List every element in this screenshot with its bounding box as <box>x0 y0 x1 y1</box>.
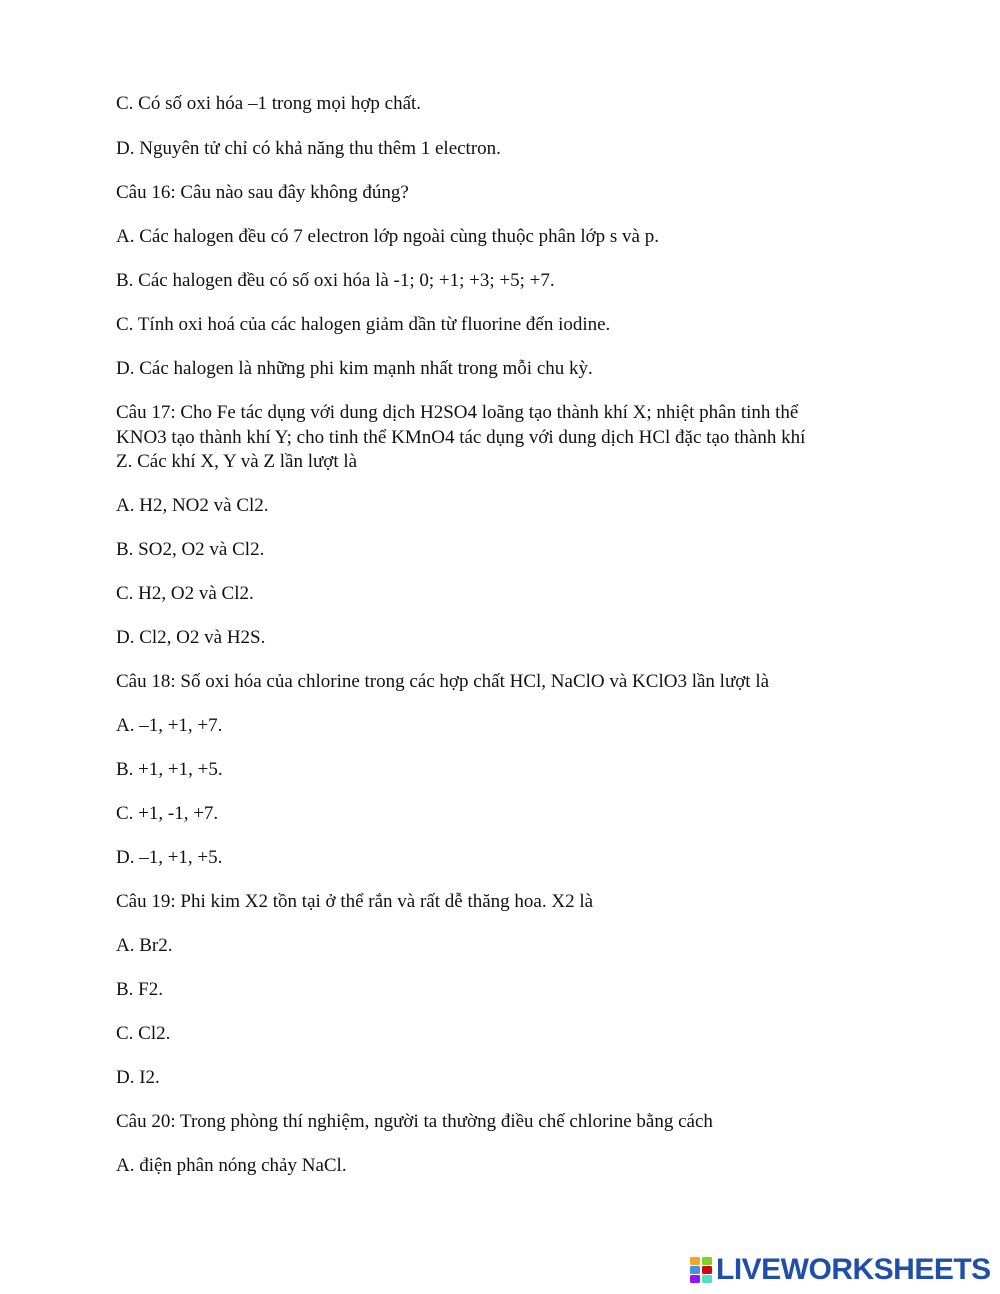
option-c-line: C. Có số oxi hóa –1 trong mọi hợp chất. <box>116 93 422 114</box>
q20-option-a: A. điện phân nóng chảy NaCl. <box>116 1155 347 1176</box>
q18-option-a: A. –1, +1, +7. <box>116 715 223 736</box>
liveworksheets-brand <box>690 1253 991 1287</box>
q17-option-c: C. H2, O2 và Cl2. <box>116 583 254 604</box>
q19-option-d: D. I2. <box>116 1067 160 1088</box>
liveworksheets-wordmark: LIVEWORKSHEETS <box>716 1253 991 1286</box>
q16-option-a: A. Các halogen đều có 7 electron lớp ngoài cùng thuộc phân lớp s và p. <box>116 226 659 247</box>
q19-option-b: B. F2. <box>116 979 163 1000</box>
liveworksheets-logo-icon <box>690 1257 712 1283</box>
question-17 <box>116 401 906 475</box>
q16-option-d: D. Các halogen là những phi kim mạnh nhất trong mỗi chu kỳ. <box>116 358 593 379</box>
option-d-line: D. Nguyên tử chỉ có khả năng thu thêm 1 electron. <box>116 138 501 159</box>
q16-option-c: C. Tính oxi hoá của các halogen giảm dần từ fluorine đến iodine. <box>116 314 611 335</box>
q18-option-d: D. –1, +1, +5. <box>116 847 223 868</box>
question-20: Câu 20: Trong phòng thí nghiệm, người ta thường điều chế chlorine bằng cách <box>116 1111 713 1132</box>
q17-option-d: D. Cl2, O2 và H2S. <box>116 627 266 648</box>
q17-option-a: A. H2, NO2 và Cl2. <box>116 495 269 516</box>
q19-option-a: A. Br2. <box>116 935 173 956</box>
question-16: Câu 16: Câu nào sau đây không đúng? <box>116 182 409 203</box>
q17-option-b: B. SO2, O2 và Cl2. <box>116 539 265 560</box>
q19-option-c: C. Cl2. <box>116 1023 171 1044</box>
q18-option-b: B. +1, +1, +5. <box>116 759 223 780</box>
question-18: Câu 18: Số oxi hóa của chlorine trong các hợp chất HCl, NaClO và KClO3 lần lượt là <box>116 671 770 692</box>
question-19: Câu 19: Phi kim X2 tồn tại ở thể rắn và rất dễ thăng hoa. X2 là <box>116 891 594 912</box>
q18-option-c: C. +1, -1, +7. <box>116 803 219 824</box>
question-17-line-2: KNO3 tạo thành khí Y; cho tinh thể KMnO4 tác dụng với dung dịch HCl đặc tạo thành khí <box>116 426 806 448</box>
question-17-line-1: Câu 17: Cho Fe tác dụng với dung dịch H2SO4 loãng tạo thành khí X; nhiệt phân tinh thể <box>116 402 799 423</box>
q16-option-b: B. Các halogen đều có số oxi hóa là -1; 0; +1; +3; +5; +7. <box>116 270 555 291</box>
question-17-line-3: Z. Các khí X, Y và Z lần lượt là <box>116 451 358 472</box>
